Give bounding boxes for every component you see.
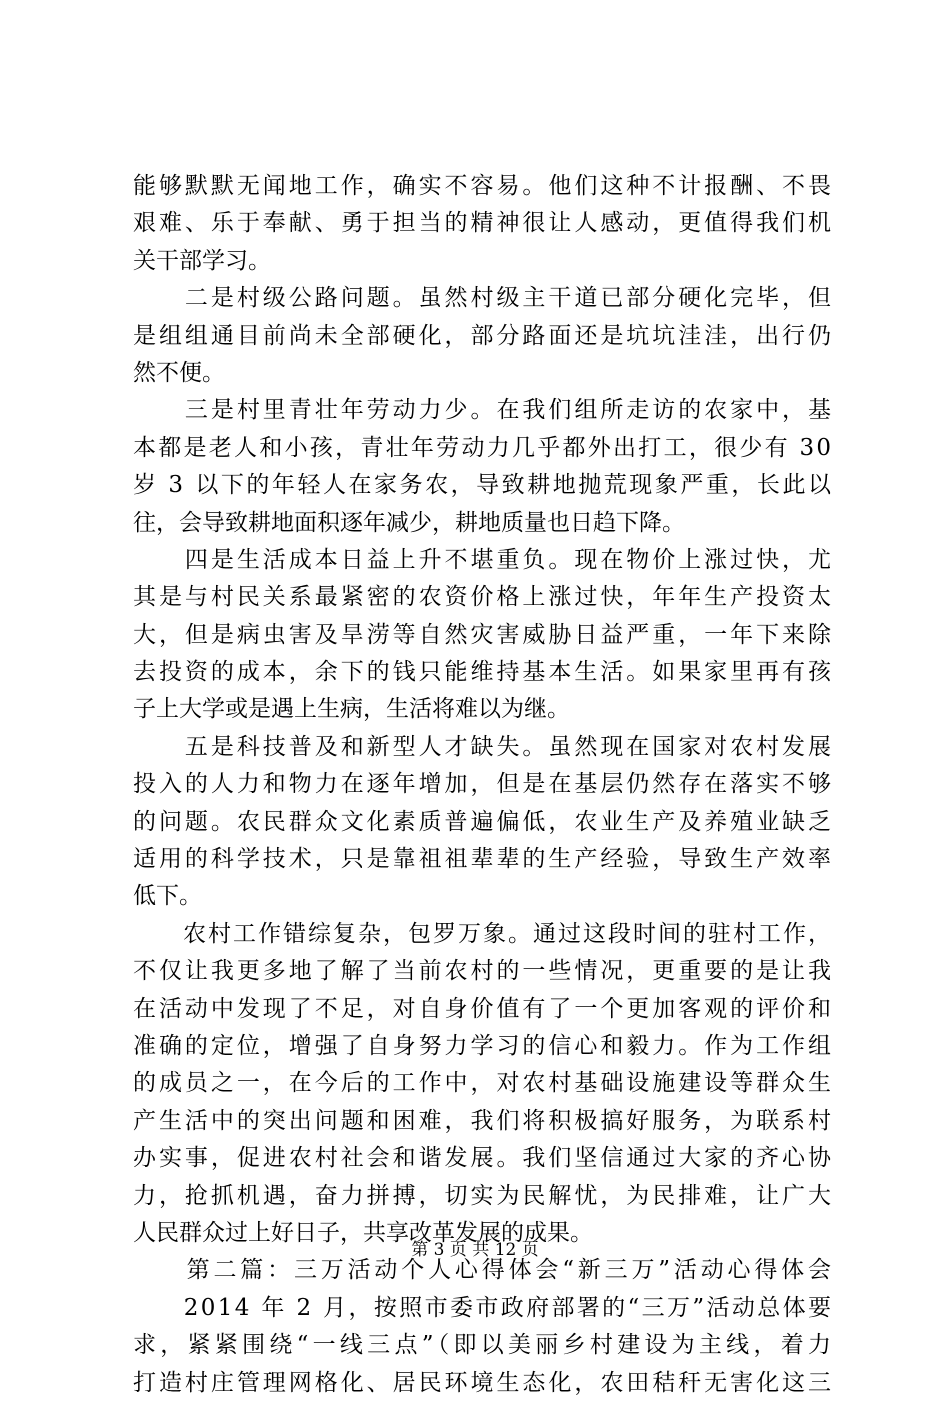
text-line-7: 三是村里青壮年劳动力少。在我们组所走访的农家中，基	[133, 397, 834, 424]
text-line-16: 五是科技普及和新型人才缺失。虽然现在国家对农村发展	[133, 733, 834, 760]
text-line-8: 本都是老人和小孩，青壮年劳动力几乎都外出打工，很少有 30	[133, 434, 834, 461]
text-line-21: 农村工作错综复杂，包罗万象。通过这段时间的驻村工作，	[133, 920, 833, 947]
text-line-12: 其是与村民关系最紧密的农资价格上涨过快，年年生产投资太	[133, 584, 834, 611]
text-line-10: 往，会导致耕地面积逐年减少，耕地质量也日趋下降。	[133, 509, 685, 536]
text-line-5: 是组组通目前尚未全部硬化，部分路面还是坑坑洼洼，出行仍	[133, 322, 834, 349]
text-line-11: 四是生活成本日益上升不堪重负。现在物价上涨过快，尤	[133, 546, 834, 573]
text-line-9: 岁 3 以下的年轻人在家务农，导致耕地抛荒现象严重，长此以	[133, 472, 834, 499]
text-line-13: 大，但是病虫害及旱涝等自然灾害威胁日益严重，一年下来除	[133, 621, 834, 648]
text-line-18: 的问题。农民群众文化素质普遍偏低，农业生产及养殖业缺乏	[133, 808, 834, 835]
text-line-23: 在活动中发现了不足，对自身价值有了一个更加客观的评价和	[133, 995, 834, 1022]
text-line-26: 产生活中的突出问题和困难，我们将积极搞好服务，为联系村	[133, 1107, 834, 1134]
text-line-17: 投入的人力和物力在逐年增加，但是在基层仍然存在落实不够	[133, 771, 834, 798]
text-line-1: 能够默默无闻地工作，确实不容易。他们这种不计报酬、不畏	[133, 173, 834, 199]
text-line-27: 办实事，促进农村社会和谐发展。我们坚信通过大家的齐心协	[133, 1145, 834, 1172]
text-line-2: 艰难、乐于奉献、勇于担当的精神很让人感动，更值得我们机	[133, 210, 834, 237]
text-line-22: 不仅让我更多地了解了当前农村的一些情况，更重要的是让我	[133, 958, 834, 985]
page-footer	[0, 1238, 950, 1262]
section-heading-line: 第二篇：三万活动个人心得体会“新三万”活动心得体会	[133, 1257, 835, 1284]
text-line-4: 二是村级公路问题。虽然村级主干道已部分硬化完毕，但	[133, 285, 834, 312]
body-text	[133, 168, 836, 1402]
text-line-3: 关干部学习。	[133, 247, 271, 274]
text-line-20: 低下。	[133, 883, 202, 910]
text-line-19: 适用的科学技术，只是靠祖祖辈辈的生产经验，导致生产效率	[133, 846, 834, 873]
text-line-15: 子上大学或是遇上生病，生活将难以为继。	[133, 696, 570, 723]
page-number-label: 第 3 页 共 12 页	[411, 1240, 539, 1260]
text-line-24: 准确的定位，增强了自身努力学习的信心和毅力。作为工作组	[133, 1032, 834, 1059]
text-line-29: 人民群众过上好日子，共享改革发展的成果。	[133, 1219, 593, 1246]
text-line-28: 力，抢抓机遇，奋力拼搏，切实为民解忧，为民排难，让广大	[133, 1182, 834, 1209]
text-line-32: 求，紧紧围绕“一线三点”（即以美丽乡村建设为主线，着力	[133, 1332, 836, 1359]
text-line-25: 的成员之一，在今后的工作中，对农村基础设施建设等群众生	[133, 1070, 834, 1097]
text-line-33: 打造村庄管理网格化、居民环境生态化，农田秸秆无害化这三	[133, 1369, 834, 1396]
text-line-31: 2014 年 2 月，按照市委市政府部署的“三万”活动总体要	[133, 1294, 834, 1321]
text-line-14: 去投资的成本，余下的钱只能维持基本生活。如果家里再有孩	[133, 659, 834, 686]
text-line-6: 然不便。	[133, 359, 225, 386]
